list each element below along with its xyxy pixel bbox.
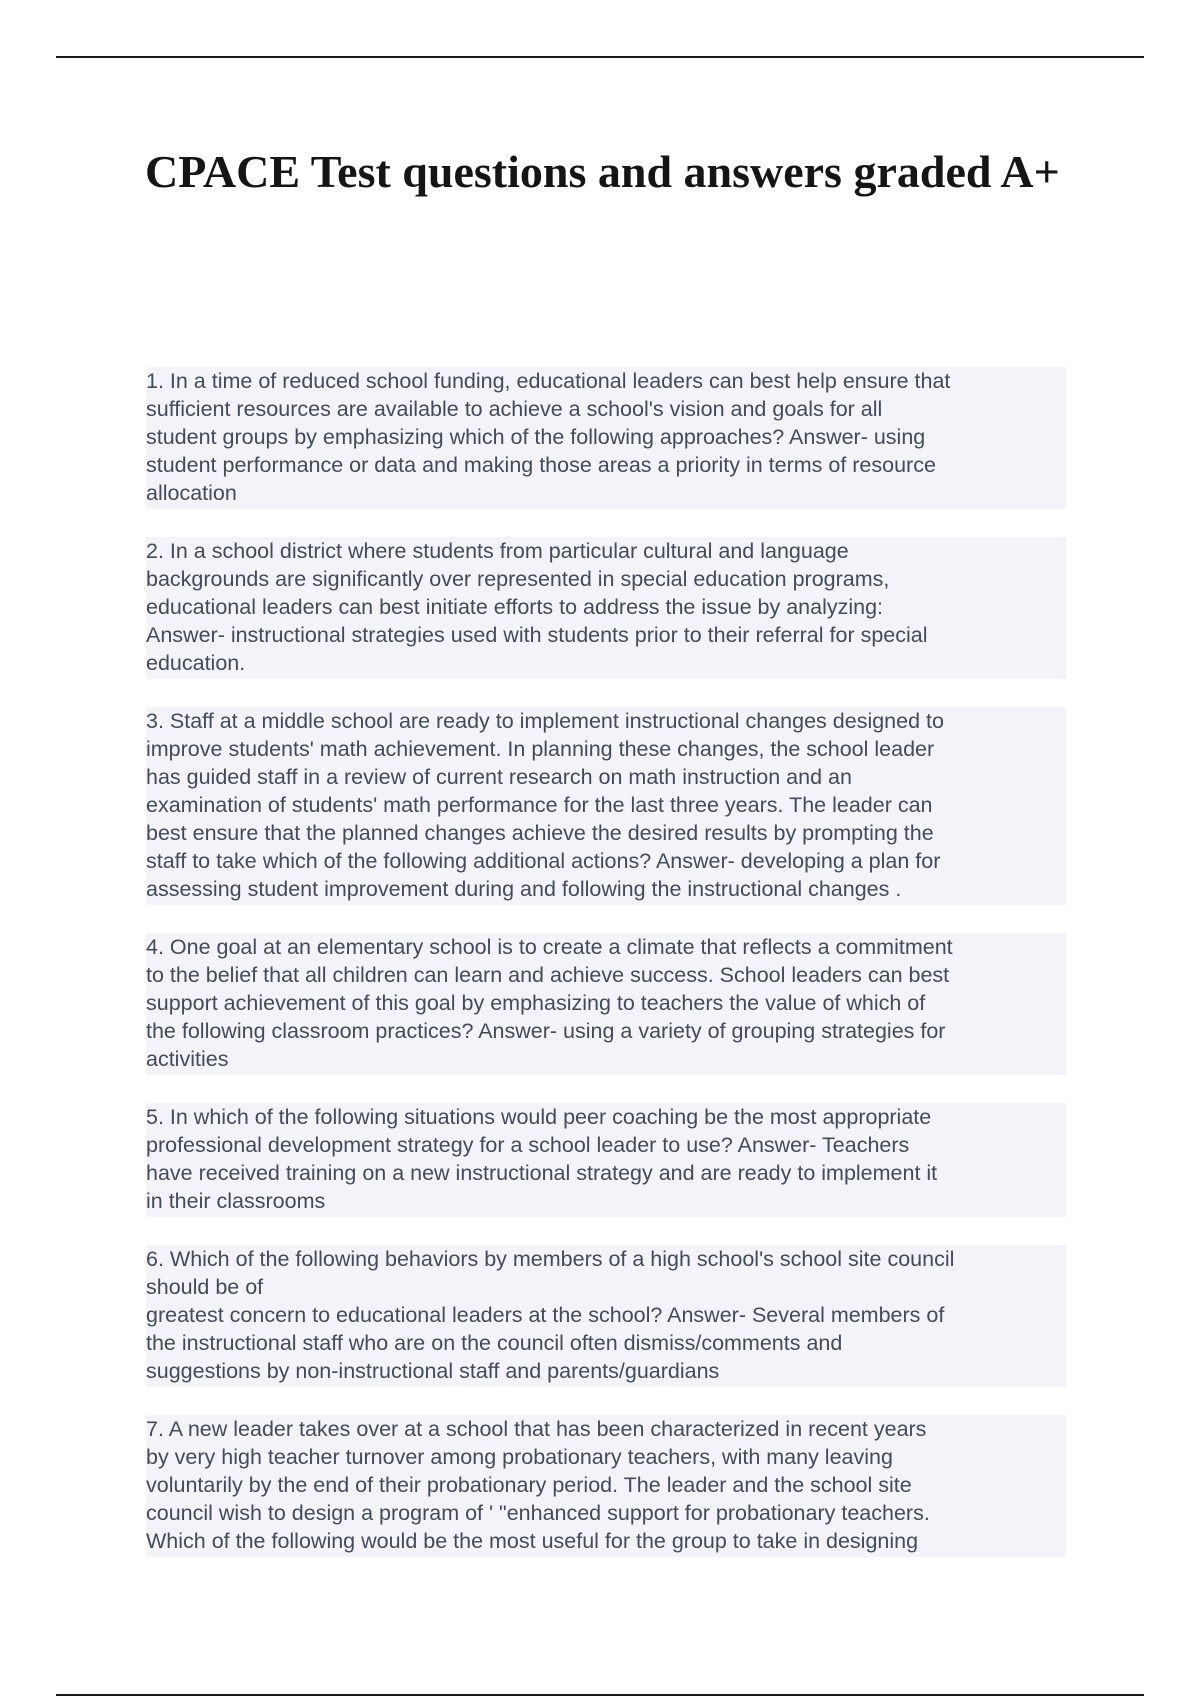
document-title: CPACE Test questions and answers graded A+	[145, 146, 1060, 197]
question-1: 1. In a time of reduced school funding, educational leaders can best help ensure that sufficient resources are available to achieve a school's vision and goals for all student groups by emphasizing which of the following approaches? Answer- using student performance or data and making those areas a priority in terms of resource allocation	[146, 367, 1066, 509]
question-5: 5. In which of the following situations would peer coaching be the most appropriate professional development strategy for a school leader to use? Answer- Teachers have received training on a new instructional strategy and are ready to implement it in their classrooms	[146, 1103, 1066, 1217]
top-divider	[56, 56, 1144, 58]
bottom-divider	[56, 1694, 1144, 1696]
question-2: 2. In a school district where students from particular cultural and language backgrounds are significantly over represented in special education programs, educational leaders can best initiate efforts to address the issue by analyzing: Answer- instructional strategies used with students prior to their referral for special education.	[146, 537, 1066, 679]
question-4: 4. One goal at an elementary school is to create a climate that reflects a commitment to the belief that all children can learn and achieve success. School leaders can best support achievement of this goal by emphasizing to teachers the value of which of the following classroom practices? Answer- using a variety of grouping strategies for activities	[146, 933, 1066, 1075]
question-6: 6. Which of the following behaviors by members of a high school's school site council should be of greatest concern to educational leaders at the school? Answer- Several members of the instructional staff who are on the council often dismiss/comments and suggestions by non-instructional staff and parents/guardians	[146, 1245, 1066, 1387]
question-7: 7. A new leader takes over at a school that has been characterized in recent years by very high teacher turnover among probationary teachers, with many leaving voluntarily by the end of their probationary period. The leader and the school site council wish to design a program of ' "enhanced support for probationary teachers. Which of the following would be the most useful for the group to take in designing	[146, 1415, 1066, 1557]
question-list	[146, 367, 1066, 1585]
question-3: 3. Staff at a middle school are ready to implement instructional changes designed to improve students' math achievement. In planning these changes, the school leader has guided staff in a review of current research on math instruction and an examination of students' math performance for the last three years. The leader can best ensure that the planned changes achieve the desired results by prompting the staff to take which of the following additional actions? Answer- developing a plan for assessing student improvement during and following the instructional changes .	[146, 707, 1066, 905]
